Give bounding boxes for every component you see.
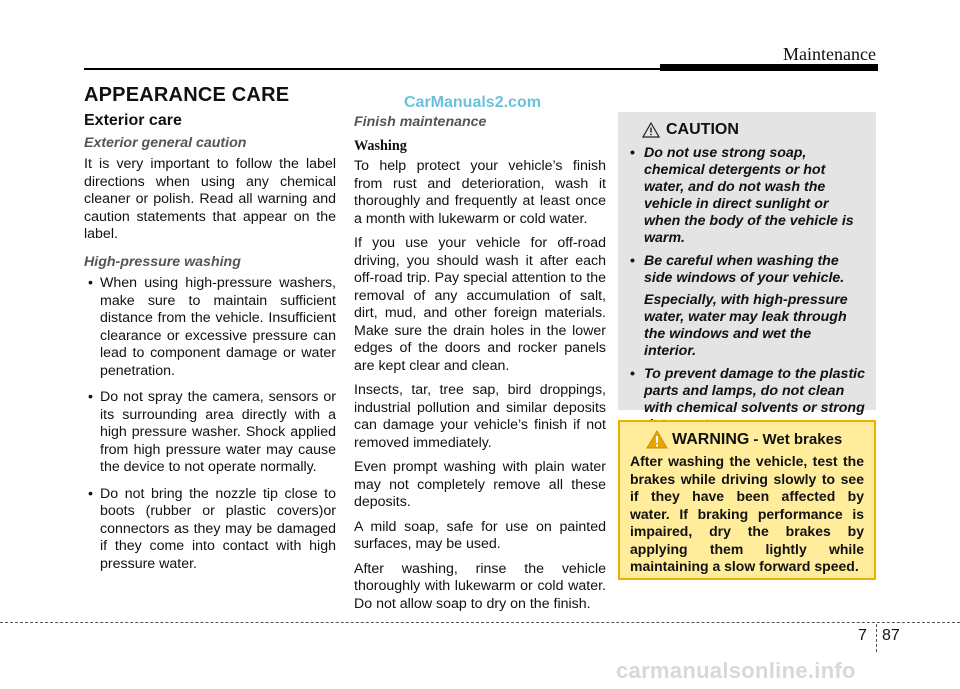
- header-bar: [660, 64, 878, 71]
- warning-text: After washing the vehicle, test the brakes while driving slowly to see if they have been affected by water. If braking performance is impaired, dry the brakes by applying them lightly while maintaining a slow forward speed.: [630, 453, 864, 574]
- warning-header: [646, 430, 864, 449]
- page-title: APPEARANCE CARE: [84, 84, 290, 106]
- watermark-top[interactable]: CarManuals2.com: [404, 94, 541, 111]
- finish-maintenance-heading: Finish maintenance: [354, 114, 487, 130]
- paragraph: If you use your vehicle for off-road driving, you should wash it after each off-road trip. Pay special attention to the removal of any accumulation of salt, dirt, mud, and other foreign materials. Make sure the drain holes in the lower edges of the doors and rocker panels are kept clear and clean.: [354, 235, 606, 374]
- high-pressure-heading: High-pressure washing: [84, 253, 241, 270]
- high-pressure-list: [84, 275, 336, 573]
- list-item: [628, 145, 866, 247]
- column-left: [84, 110, 336, 582]
- warning-title: WARNING: [672, 430, 750, 448]
- paragraph: Insects, tar, tree sap, bird droppings, industrial pollution and similar deposits can damage your vehicle’s finish if not removed immediately.: [354, 382, 606, 451]
- footer-rule: [0, 622, 960, 623]
- list-item: [628, 253, 866, 360]
- caution-title: CAUTION: [666, 121, 739, 138]
- caution-item-text: Especially, with high-pressure water, water may leak through the windows and wet the interior.: [644, 292, 848, 359]
- caution-item-text: • Do not use strong soap, chemical detergents or hot water, and do not wash the vehicle in direct sunlight or when the body of the vehicle is warm.: [644, 145, 854, 246]
- caution-item-text: • Be careful when washing the side windows of your vehicle.: [644, 253, 845, 286]
- page-number: 87: [882, 627, 900, 644]
- warning-box: [618, 420, 876, 580]
- caution-box: [618, 112, 876, 416]
- warning-triangle-icon: [646, 430, 668, 449]
- page-chapter: 7: [858, 627, 867, 644]
- list-item: • Do not bring the nozzle tip close to boots (rubber or plastic covers)or connectors as they may be damaged if they come into contact with high pressure water.: [84, 486, 336, 574]
- caution-list: [628, 145, 866, 434]
- header-section-title: Maintenance: [783, 44, 876, 64]
- page-number-separator: [876, 624, 877, 652]
- paragraph: A mild soap, safe for use on painted surfaces, may be used.: [354, 518, 606, 552]
- paragraph: After washing, rinse the vehicle thoroughly with lukewarm or cold water. Do not allow soap to dry on the finish.: [354, 560, 606, 612]
- caution-item-text: • To prevent damage to the plastic parts and lamps, do not clean with chemical solvents or strong: [644, 366, 866, 416]
- washing-heading: Washing: [354, 137, 407, 154]
- general-caution-text: It is very important to follow the label directions when using any chemical cleaner or polish. Read all warning and caution statements that appear on the label.: [84, 156, 336, 242]
- list-item: • When using high-pressure washers, make sure to maintain sufficient distance from the vehicle. Insufficient clearance or excessive pressure can lead to component damage or water penetration.: [84, 275, 336, 380]
- caution-header: [642, 121, 866, 139]
- exterior-care-heading: Exterior care: [84, 112, 182, 129]
- list-item: • Do not spray the camera, sensors or its surrounding area directly with a high pressure washer. Shock applied from high pressure water may cause the device to not operate normally.: [84, 389, 336, 477]
- watermark-bottom[interactable]: carmanualsonline.info: [616, 658, 856, 683]
- general-caution-heading: Exterior general caution: [84, 134, 247, 151]
- warning-subtitle: - Wet brakes: [753, 431, 843, 448]
- column-middle: [354, 110, 606, 620]
- paragraph: To help protect your vehicle’s finish from rust and deterioration, wash it thoroughly and frequently at least once a month with lukewarm or cold water.: [354, 158, 606, 227]
- header-rule: [84, 68, 660, 70]
- caution-triangle-icon: [642, 122, 660, 138]
- paragraph: Even prompt washing with plain water may not completely remove all these deposits.: [354, 459, 606, 510]
